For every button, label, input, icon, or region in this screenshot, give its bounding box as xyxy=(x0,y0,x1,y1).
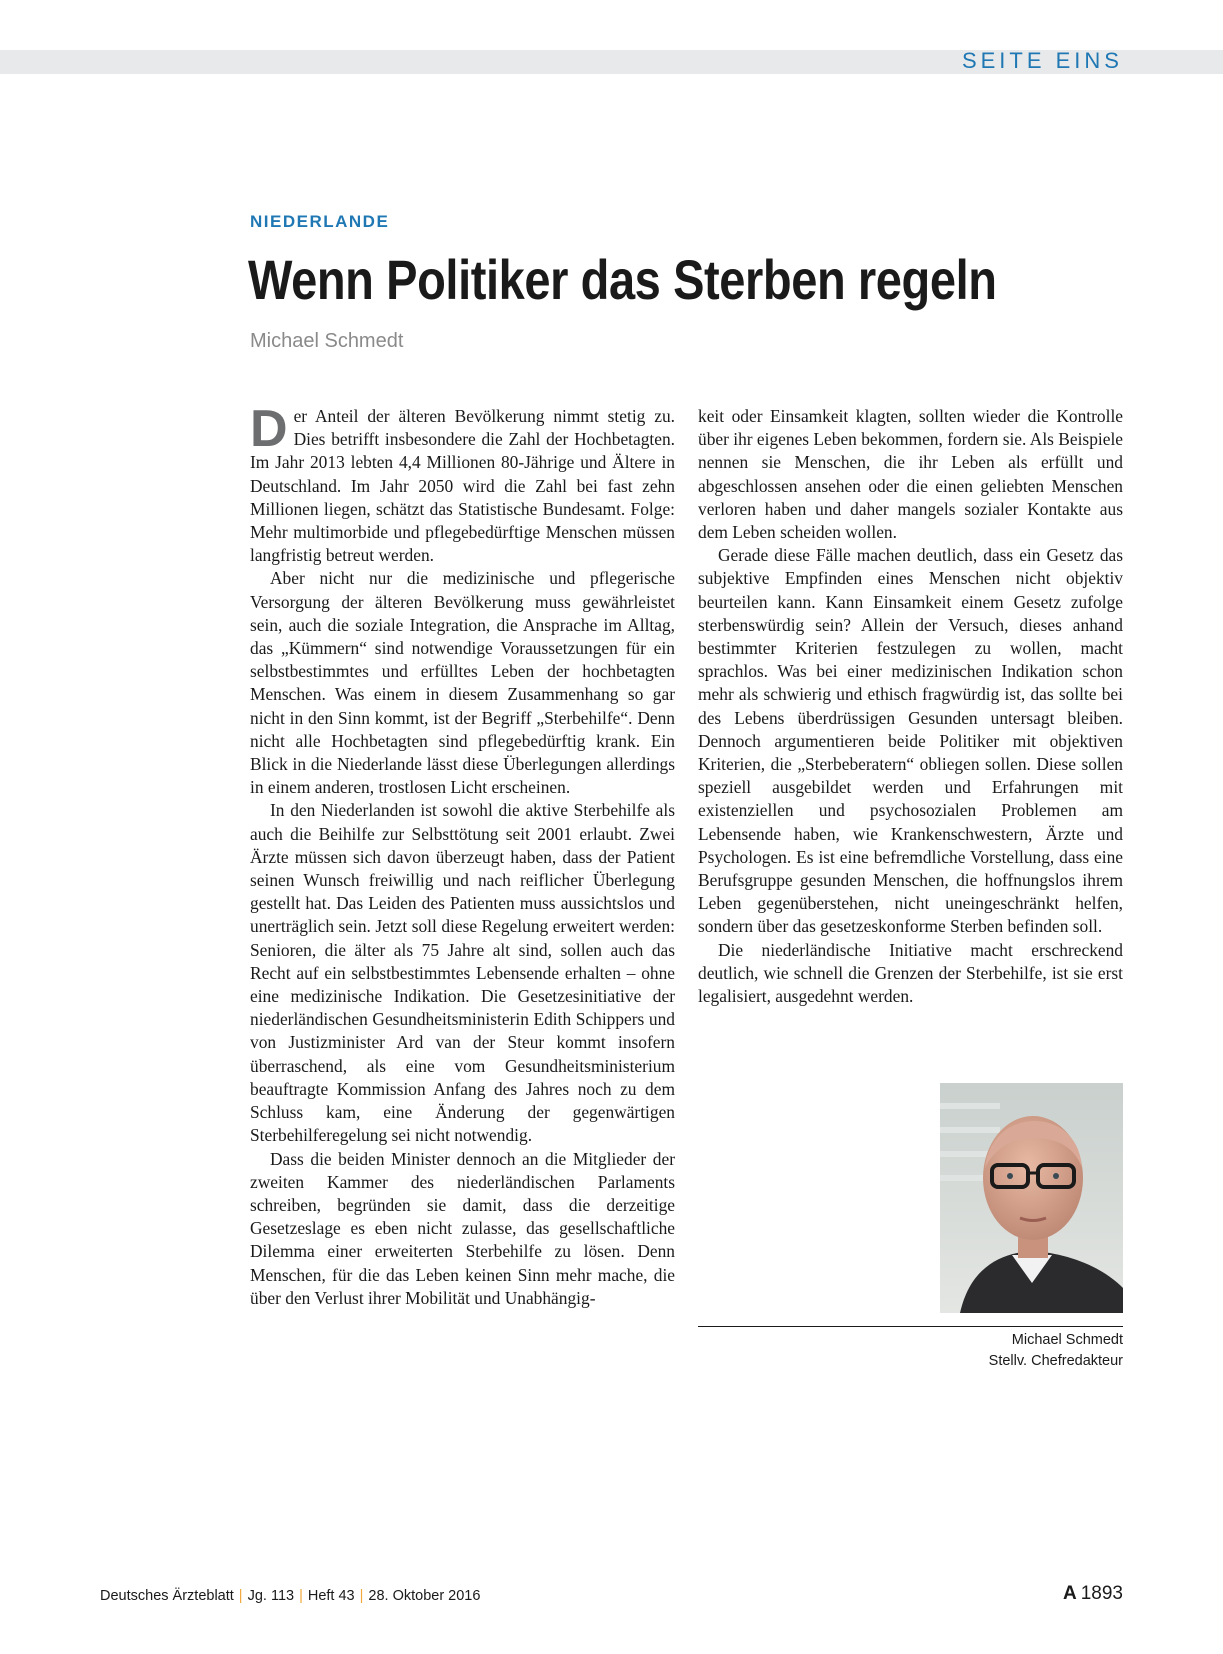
article-column-right xyxy=(698,405,1123,1008)
caption-rule xyxy=(698,1326,1123,1327)
footer-date: 28. Oktober 2016 xyxy=(368,1588,481,1604)
footer-separator: | xyxy=(238,1588,243,1604)
author-photo xyxy=(940,1083,1123,1313)
article-author: Michael Schmedt xyxy=(250,330,404,352)
paragraph: Aber nicht nur die medizinische und pflegerische Versorgung der älteren Bevölkerung muss gewährleistet sein, auch die soziale Integration, die Ansprache im Alltag, das „Kümmern“ sind notwendige Voraussetzungen für ein selbstbestimmtes und erfülltes Leben der hochbetagten Menschen. Was einem in diesem Zusammenhang so gar nicht in den Sinn kommt, ist der Begriff „Sterbehilfe“. Denn nicht alle Hochbetagten sind pflegebedürftig krank. Ein Blick in die Niederlande lässt diese Überlegungen allerdings in einem anderen, trostlosen Licht erscheinen. xyxy=(250,568,675,798)
footer-separator: | xyxy=(299,1588,303,1604)
photo-caption xyxy=(989,1330,1123,1372)
article-title: Wenn Politiker das Sterben regeln xyxy=(248,248,997,311)
paragraph xyxy=(250,400,675,567)
footer-publication: Deutsches Ärzteblatt xyxy=(100,1588,234,1604)
footer-issue: Heft 43 xyxy=(307,1588,355,1604)
section-label: SEITE EINS xyxy=(961,48,1123,73)
page-number-value: 1893 xyxy=(1080,1583,1123,1604)
page-prefix: A xyxy=(1062,1583,1077,1604)
footer-volume: Jg. 113 xyxy=(247,1588,295,1604)
page-number xyxy=(1063,1583,1123,1605)
footer-separator: | xyxy=(359,1588,364,1604)
paragraph: Dass die beiden Minister dennoch an die Mitglieder der zweiten Kammer des niederländischen Parlaments schreiben, begründen sie damit, dass die derzeitige Gesetzeslage es eben nicht zulasse, das gesellschaftliche Dilemma einer erweiterten Sterbehilfe zu lösen. Denn Menschen, für die das Leben keinen Sinn mehr mache, die über den Verlust ihrer Mobilität und Unabhängig- xyxy=(250,1148,675,1308)
page-footer xyxy=(100,1588,480,1604)
drop-cap: D xyxy=(250,400,288,458)
caption-role: Stellv. Chefredakteur xyxy=(988,1353,1123,1369)
paragraph: Die niederländische Initiative macht erschreckend deutlich, wie schnell die Grenzen der Sterbehilfe, ist sie erst legalisiert, ausgedehnt werden. xyxy=(698,939,1123,1007)
paragraph: keit oder Einsamkeit klagten, sollten wieder die Kontrolle über ihr eigenes Leben bekommen, fordern sie. Als Beispiele nennen sie Menschen, die ihr Leben als erfüllt und abgeschlossen ansehen oder die einen geliebten Menschen verloren haben und daher mangels sozialer Kontakte aus dem Leben scheiden wollen. xyxy=(698,406,1123,543)
caption-name: Michael Schmedt xyxy=(1011,1332,1123,1348)
paragraph: In den Niederlanden ist sowohl die aktive Sterbehilfe als auch die Beihilfe zur Selbsttötung seit 2001 erlaubt. Zwei Ärzte müssen sich davon überzeugt haben, dass der Patient seinen Wunsch freiwillig und nach reiflicher Überlegung gestellt hat. Das Leiden des Patienten muss aussichtslos und unerträglich sein. Jetzt soll diese Regelung erweitert werden: Senioren, die älter als 75 Jahre alt sind, sollen auch das Recht auf ein selbstbestimmtes Lebensende erhalten – ohne eine medizinische Indikation. Die Gesetzesinitiative der niederländischen Gesundheitsministerin Edith Schippers und von Justizminister Ard van der Steur kommt insofern überraschend, als eine vom Gesundheitsministerium beauftragte Kommission Anfang des Jahres noch zu dem Schluss kam, eine Änderung der gegenwärtigen Sterbehilferegelung sei nicht notwendig. xyxy=(250,800,675,1146)
article-column-left xyxy=(250,400,675,1310)
article-kicker: NIEDERLANDE xyxy=(250,212,390,231)
paragraph-text: er Anteil der älteren Bevölkerung nimmt stetig zu. Dies betrifft insbesondere die Zahl der Hochbetagten. Im Jahr 2013 lebten 4,4 Millionen 80-Jährige und Ältere in Deutschland. Im Jahr 2050 wird die Zahl bei fast zehn Millionen liegen, schätzt das Statistische Bundesamt. Folge: Mehr multimorbide und pflegebedürftige Menschen müssen langfristig betreut werden. xyxy=(250,406,675,566)
paragraph: Gerade diese Fälle machen deutlich, dass ein Gesetz das subjektive Empfinden eines Menschen nicht objektiv beurteilen kann. Kann Einsamkeit einem Gesetz zufolge sterbenswürdig sein? Allein der Versuch, dieses anhand bestimmter Kriterien festzulegen zu wollen, macht sprachlos. Was bei einer medizinischen Indikation schon mehr als schwierig und ethisch fragwürdig ist, das sollte bei des Lebens überdrüssigen Gesunden untersagt bleiben. Dennoch argumentieren beide Politiker mit objektiven Kriterien, die „Sterbeberatern“ obliegen sollen. Diese sollen speziell ausgebildet werden und Erfahrungen mit existenziellen und psychosozialen Problemen am Lebensende haben, wie Krankenschwestern, Ärzte und Psychologen. Es ist eine befremdliche Vorstellung, dass eine Berufsgruppe gesunden Menschen, die hoffnungslos ihrem Leben gegenüberstehen, nicht uneingeschränkt helfen, sondern über das gesetzeskonforme Sterben befinden soll. xyxy=(698,545,1123,937)
